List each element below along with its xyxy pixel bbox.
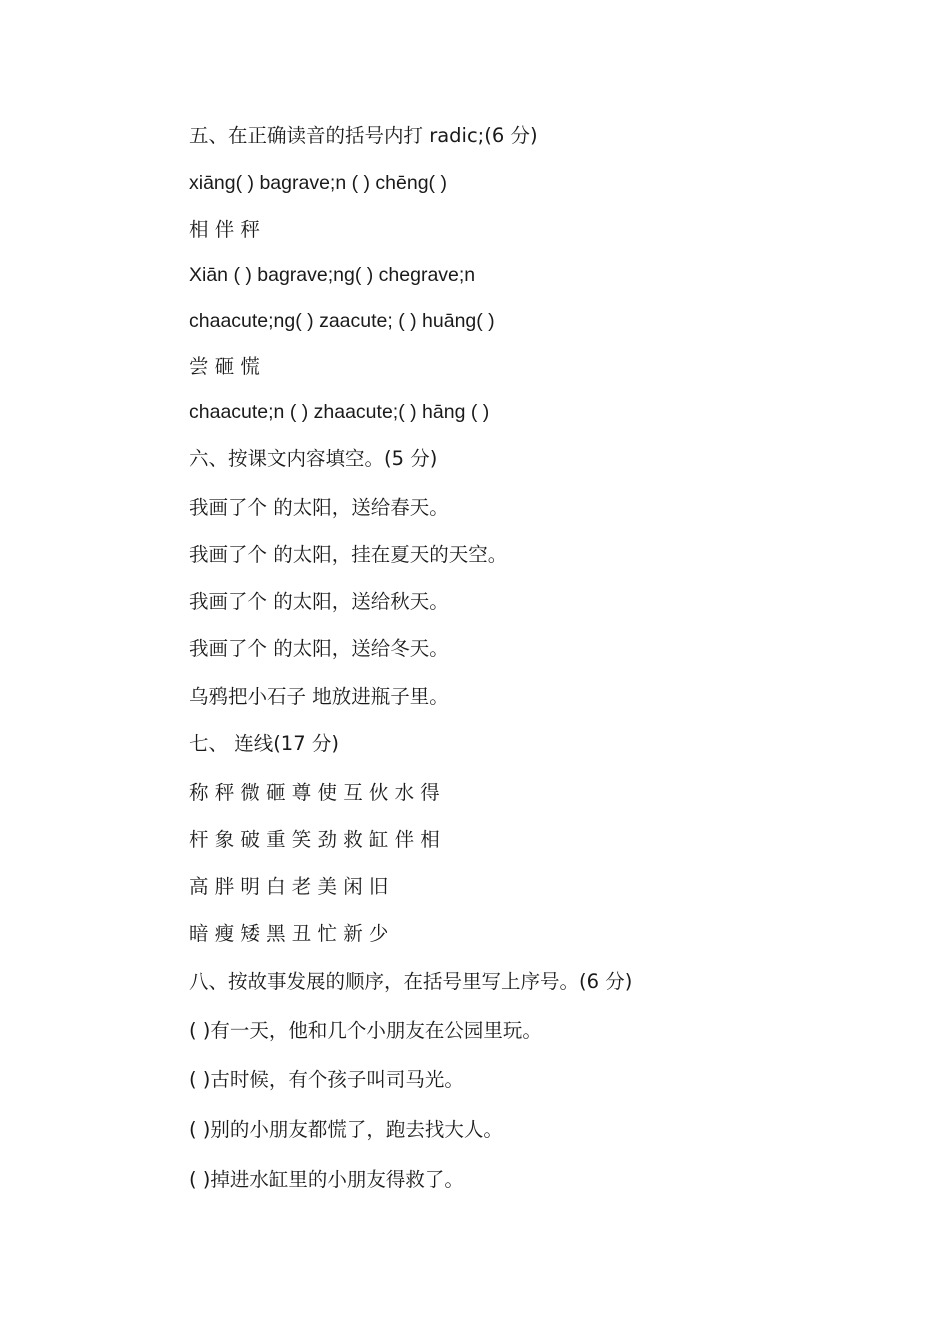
- fill-blank-line-2: 我画了个 的太阳，挂在夏天的天空。: [189, 543, 508, 566]
- story-order-item-4: ( )掉进水缸里的小朋友得救了。: [189, 1168, 464, 1191]
- story-order-item-2: ( )古时候，有个孩子叫司马光。: [189, 1068, 464, 1091]
- story-order-item-1: ( )有一天，他和几个小朋友在公园里玩。: [189, 1019, 542, 1042]
- section-6-heading: 六、按课文内容填空。(5 分): [189, 447, 438, 470]
- pinyin-line-4: chaacute;n ( ) zhaacute;( ) hāng ( ): [189, 401, 490, 423]
- character-line-1: 相 伴 秤: [189, 218, 260, 241]
- matching-row-4: 暗 瘦 矮 黑 丑 忙 新 少: [189, 922, 389, 945]
- story-order-item-3: ( )别的小朋友都慌了，跑去找大人。: [189, 1118, 503, 1141]
- section-8-heading: 八、按故事发展的顺序，在括号里写上序号。(6 分): [189, 970, 633, 993]
- section-7-heading: 七、 连线(17 分): [189, 732, 339, 755]
- fill-blank-line-5: 乌鸦把小石子 地放进瓶子里。: [189, 685, 449, 708]
- pinyin-line-2: Xiān ( ) bagrave;ng( ) chegrave;n: [189, 264, 476, 286]
- fill-blank-line-1: 我画了个 的太阳，送给春天。: [189, 496, 449, 519]
- pinyin-line-3: chaacute;ng( ) zaacute; ( ) huāng( ): [189, 310, 495, 332]
- fill-blank-line-3: 我画了个 的太阳，送给秋天。: [189, 590, 449, 613]
- pinyin-line-1: xiāng( ) bagrave;n ( ) chēng( ): [189, 172, 447, 194]
- character-line-2: 尝 砸 慌: [189, 355, 260, 378]
- fill-blank-line-4: 我画了个 的太阳，送给冬天。: [189, 637, 449, 660]
- matching-row-3: 高 胖 明 白 老 美 闲 旧: [189, 875, 389, 898]
- matching-row-1: 称 秤 微 砸 尊 使 互 伙 水 得: [189, 781, 440, 804]
- section-5-heading: 五、在正确读音的括号内打 radic;(6 分): [189, 124, 538, 147]
- matching-row-2: 杆 象 破 重 笑 劲 救 缸 伴 相: [189, 828, 440, 851]
